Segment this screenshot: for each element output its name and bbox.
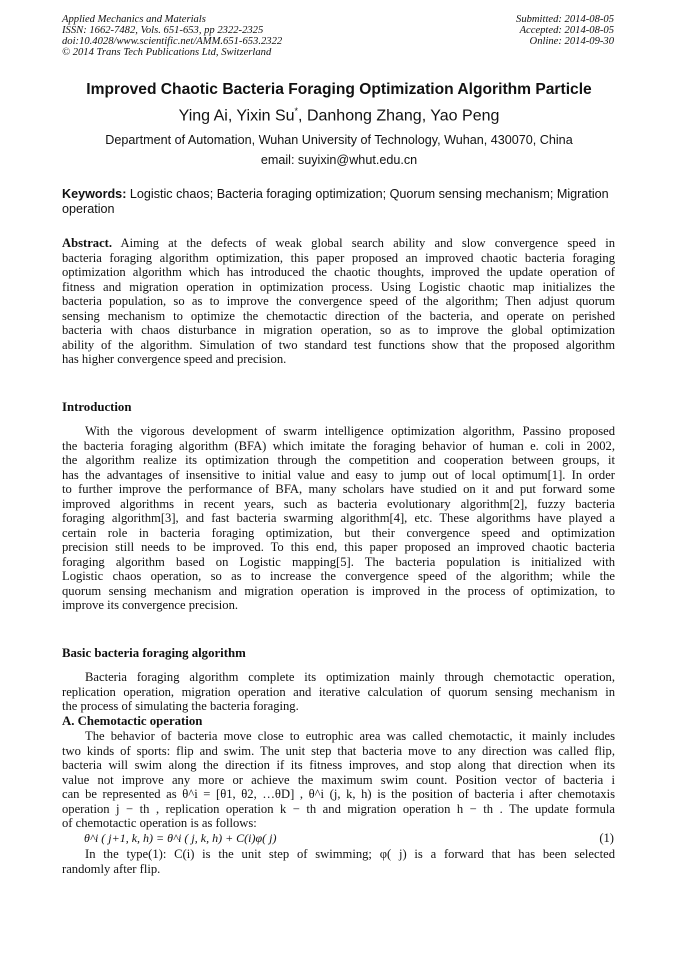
line-text: In the type(1): C(i) is the unit step of swimming; φ( j) is a forward that has been selected xyxy=(85,847,615,861)
text-line xyxy=(62,847,615,862)
accepted-date: Accepted: 2014-08-05 xyxy=(519,25,614,36)
text-line xyxy=(62,294,615,309)
text-line xyxy=(62,439,615,454)
authors-a: Ying Ai, Yixin Su xyxy=(178,107,295,125)
text-line xyxy=(62,236,615,251)
authors xyxy=(0,106,678,125)
text-line xyxy=(62,787,615,802)
basic-body xyxy=(62,670,615,714)
line-text: fitness and migration operation in optimization process. Using Logistic chaotic map initializes the xyxy=(62,279,615,294)
text-line xyxy=(62,323,615,338)
journal-info xyxy=(62,14,282,58)
line-text: the algorithm realize its optimization through the competition and cooperation between groups, it xyxy=(62,453,615,467)
line-text: randomly after flip. xyxy=(62,861,161,876)
introduction-heading: Introduction xyxy=(62,400,132,414)
line-text: operation j − th , replication operation k − th and migration operation h − th . The update formula xyxy=(62,801,615,816)
text-line xyxy=(62,685,615,700)
line-text: precision still needs to be improved. To this end, this paper proposed an improved chaotic bacteria xyxy=(62,540,615,554)
text-line xyxy=(62,280,615,295)
chemotactic-heading: A. Chemotactic operation xyxy=(62,714,203,728)
line-text: value not improve any more or achieve the maximum swim count. Position vector of bacteria i xyxy=(62,772,615,787)
line-text: ability of the algorithm. Simulation of two standard test functions show that the proposed algorithm xyxy=(62,337,615,352)
text-line xyxy=(62,816,615,831)
keywords xyxy=(62,187,616,217)
text-line xyxy=(62,468,615,483)
text-line xyxy=(62,309,615,324)
line-text: optimization algorithm which has introduced the chaotic thoughts, improved the update operation of xyxy=(62,265,615,279)
paper-title: Improved Chaotic Bacteria Foraging Optimization Algorithm Particle xyxy=(86,81,592,98)
text-line xyxy=(62,352,615,367)
text-line xyxy=(62,453,615,468)
line-text: Bacteria foraging algorithm complete its optimization mainly through chemotactic operation, xyxy=(85,670,615,684)
text-line xyxy=(62,569,615,584)
text-line xyxy=(62,338,615,353)
text-line xyxy=(62,862,615,877)
equation-number: (1) xyxy=(599,831,614,845)
line-text: of chemotactic operation is as follows: xyxy=(62,816,257,830)
authors-b: , Danhong Zhang, Yao Peng xyxy=(298,107,500,125)
keywords-text: Logistic chaos; Bacteria foraging optimization; Quorum sensing mechanism; Migration operation xyxy=(62,187,609,216)
journal-name: Applied Mechanics and Materials xyxy=(62,14,206,25)
chemotactic-after xyxy=(62,847,615,876)
basic-heading: Basic bacteria foraging algorithm xyxy=(62,646,246,660)
abstract xyxy=(62,236,615,367)
text-line xyxy=(62,584,615,599)
line-text: quorum sensing mechanism and migration operation is improved in the process of optimization, to xyxy=(62,583,615,598)
introduction-body xyxy=(62,424,615,613)
dates xyxy=(516,14,614,47)
text-line xyxy=(62,251,615,266)
text-line xyxy=(62,744,615,759)
line-text: bacteria will swim along the direction if its fitness improves, and stop along that direction when its xyxy=(62,758,615,772)
text-line xyxy=(62,802,615,817)
line-text: certain role in bacteria foraging optimization, but their convergence speed and optimization xyxy=(62,525,615,540)
line-text: Logistic chaos operation, so as to increase the convergence speed of the algorithm; while the xyxy=(62,569,615,583)
corresponding-mark: * xyxy=(294,106,299,116)
submitted-date: Submitted: 2014-08-05 xyxy=(516,14,614,25)
online-date: Online: 2014-09-30 xyxy=(529,36,614,47)
text-line xyxy=(62,511,615,526)
line-text: can be represented as θ^i = [θ1, θ2, …θD] , θ^i (j, k, h) is the position of bacteria i after chemotaxis xyxy=(62,787,615,801)
text-line xyxy=(62,758,615,773)
line-text: replication operation, migration operation and iterative calculation of quorum sensing mechanism in xyxy=(62,684,615,699)
text-line xyxy=(62,497,615,512)
line-text: bacteria population, so as to improve the convergence speed of the algorithm; Then adjust quorum xyxy=(62,294,615,308)
keywords-label: Keywords: xyxy=(62,187,127,201)
line-text: the bacteria foraging algorithm (BFA) which imitate the foraging behavior of human e. coli in 2002, xyxy=(62,438,615,453)
abstract-label: Abstract. xyxy=(62,236,113,250)
text-line xyxy=(62,265,615,280)
line-text: foraging algorithm[3], and fast bacteria swarming algorithm[4], etc. These algorithms have played a xyxy=(62,511,615,525)
line-text: The behavior of bacteria move close to eutrophic area was called chemotactic, it mainly includes xyxy=(85,729,615,743)
text-line xyxy=(62,424,615,439)
line-text: With the vigorous development of swarm intelligence optimization algorithm, Passino proposed xyxy=(85,424,615,438)
text-line xyxy=(62,482,615,497)
line-text: has higher convergence speed and precision. xyxy=(62,352,287,366)
email: email: suyixin@whut.edu.cn xyxy=(260,153,418,167)
line-text: two kinds of sports: flip and swim. The unit step that bacteria move to any direction was called flip, xyxy=(62,743,615,758)
text-line xyxy=(62,526,615,541)
affiliation: Department of Automation, Wuhan University of Technology, Wuhan, 430070, China xyxy=(105,133,573,147)
text-line xyxy=(62,598,615,613)
text-line xyxy=(62,540,615,555)
text-line xyxy=(62,699,615,714)
line-text: bacteria with chaos disturbance in migration operation, so as to improve the global optimization xyxy=(62,323,615,337)
line-text: Aiming at the defects of weak global search ability and slow convergence speed in xyxy=(112,236,615,250)
text-line xyxy=(62,670,615,685)
text-line xyxy=(62,555,615,570)
equation-1: θ^i ( j+1, k, h) = θ^i ( j, k, h) + C(i)φ( j) xyxy=(84,831,277,845)
line-text: improved algorithms in recent years, such as bacteria evolutionary algorithm[2], fuzzy bacteria xyxy=(62,496,615,511)
issn: ISSN: 1662-7482, Vols. 651-653, pp 2322-2325 xyxy=(62,25,264,36)
text-line xyxy=(62,729,615,744)
line-text: sensing mechanism to optimize the chemotactic direction of the bacteria, and operate on perished xyxy=(62,308,615,323)
line-text: has the advantages of insensitive to initial value and easy to jump out of local optimum[1]. In order xyxy=(62,467,615,482)
copyright: © 2014 Trans Tech Publications Ltd, Switzerland xyxy=(62,47,272,58)
line-text: foraging algorithm based on Logistic mapping[5]. The bacteria population is initialized with xyxy=(62,554,615,569)
line-text: bacteria foraging algorithm optimization, this paper proposed an improved chaotic bacteria foraging xyxy=(62,250,615,265)
line-text: the process of simulating the bacteria foraging. xyxy=(62,699,299,713)
line-text: improve its convergence precision. xyxy=(62,598,239,612)
text-line xyxy=(62,773,615,788)
line-text: to further improve the performance of BFA, many scholars have studied on it and put forward some xyxy=(62,482,615,496)
doi: doi:10.4028/www.scientific.net/AMM.651-653.2322 xyxy=(62,36,283,47)
chemotactic-body xyxy=(62,729,615,831)
